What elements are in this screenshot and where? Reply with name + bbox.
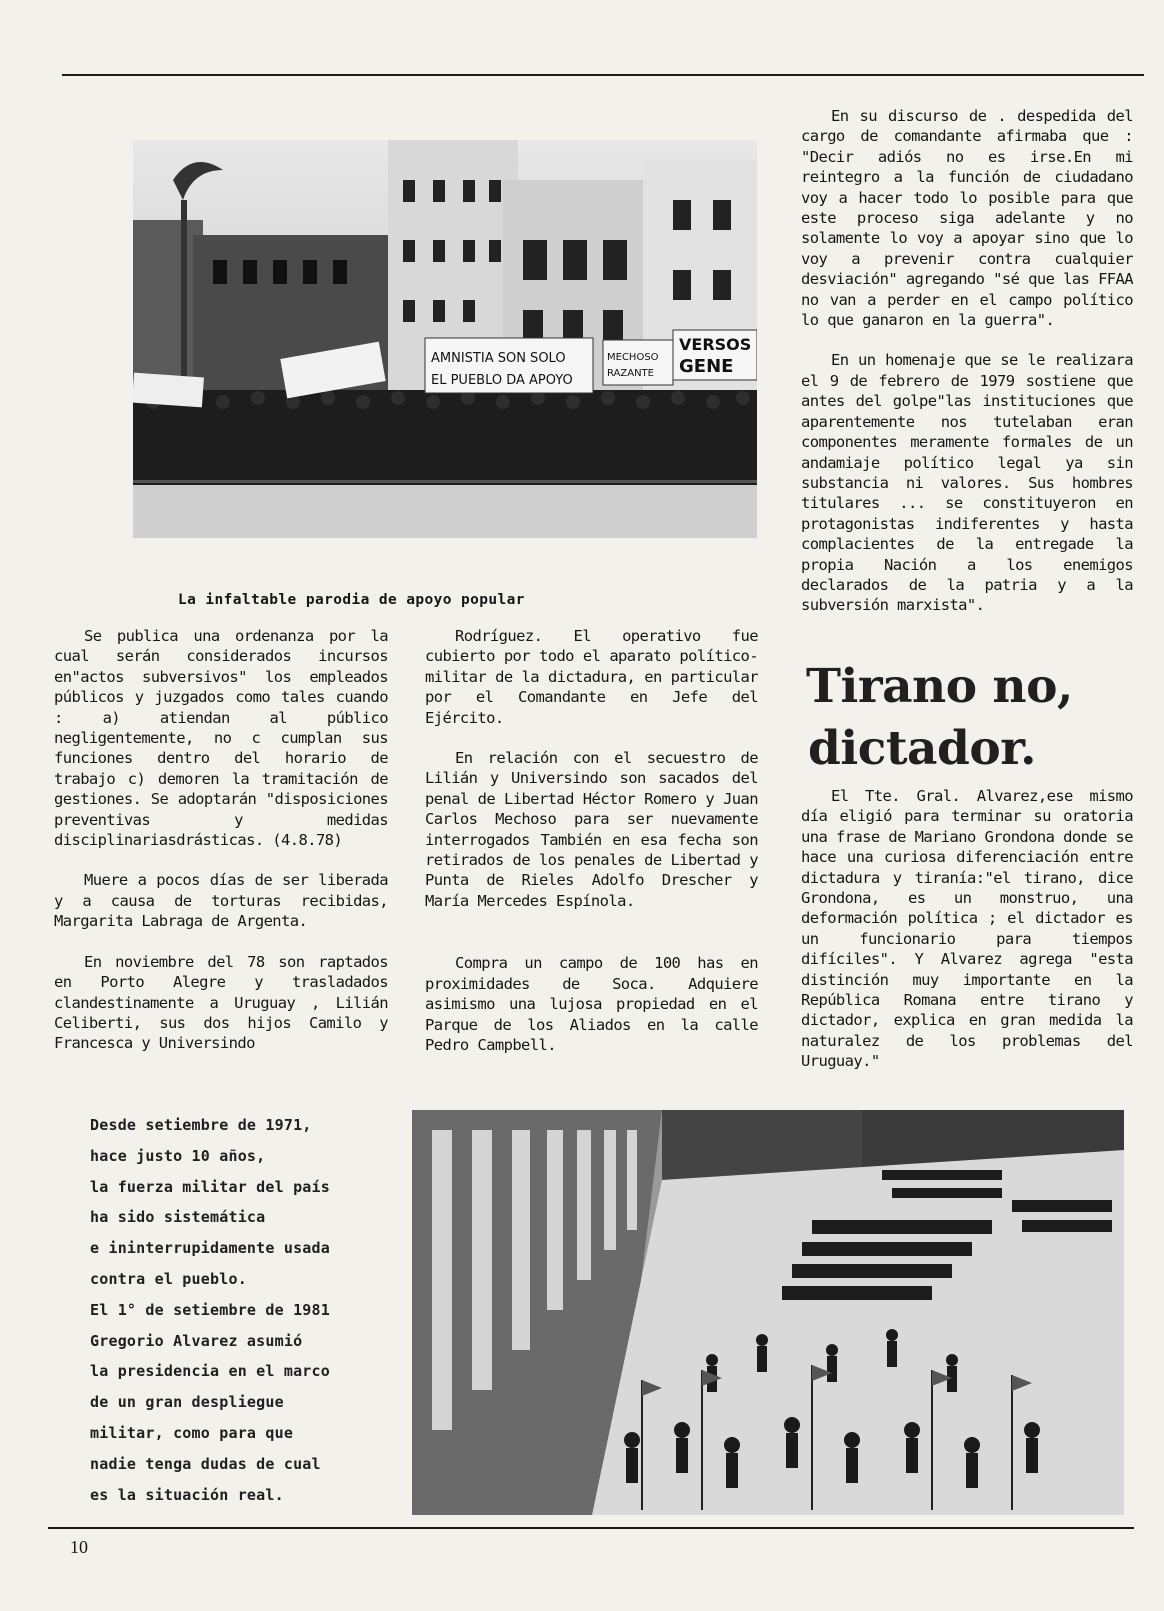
sidebar-line: es la situación real. <box>90 1485 284 1504</box>
paragraph: En un homenaje que se le realizara el 9 de febrero de 1979 sostiene que antes del golpe"las instituciones que aparentemente nos tutelaban eran componentes meramente formales de un andamiaje político legal ya sin substancia ni valores. Sus hombres titulares ... se constituyeron en protagonistas indiferentes y hasta complacientes de la entregade la propia Nación a los enemigos declarados de la patria y a la subversión marxista". <box>801 351 1133 615</box>
paragraph: En su discurso de . despedida del cargo de comandante afirmaba que : "Decir adiós no es irse.En mi reintegro a la función de ciudadano voy a hacer todo lo posible para que este proceso siga adelante y no solamente lo voy a apoyar sino que lo voy a prevenir contra cualquier desviación" agregando "sé que las FFAA no van a perder en el campo político lo que ganaron en la guerra". <box>801 107 1133 330</box>
bottom-rule <box>48 1527 1134 1529</box>
sidebar-line: la fuerza militar del país <box>90 1177 330 1196</box>
sidebar-line: Desde setiembre de 1971, <box>90 1116 312 1134</box>
headline-line-1: Tirano no, <box>806 659 1073 714</box>
paragraph: En relación con el secuestro de Lilián y Universindo son sacados del penal de Libertad Héctor Romero y Juan Carlos Mechoso para ser nuevamente interrogados También en esa fecha son retirados de los penales de Libertad y Punta de Rieles Adolfo Drescher y María Mercedes Espínola. <box>425 749 758 910</box>
column-right <box>801 106 1133 616</box>
sidebar-line: ha sido sistemática <box>90 1208 266 1227</box>
photo-caption: La infaltable parodia de apoyo popular <box>178 592 525 608</box>
column-right-lower <box>801 786 1133 1072</box>
photo-demonstration <box>133 140 757 538</box>
sidebar-line: e ininterrupidamente usada <box>90 1239 330 1258</box>
paragraph: Se publica una ordenanza por la cual serán considerados incursos en"actos subversivos" los empleados públicos y juzgados como tales cuando : a) atiendan al público negligentemente, no c cumplan sus funciones dentro del horario de trabajo c) demoren la tramitación de gestiones. Se adoptarán "disposiciones preventivas y medidas disciplinariasdrásticas. (4.8.78) <box>54 627 388 850</box>
sidebar-line: contra el pueblo. <box>90 1269 247 1288</box>
svg-text:EL PUEBLO DA APOYO: EL PUEBLO DA APOYO <box>431 373 573 388</box>
svg-text:RAZANTE: RAZANTE <box>607 368 654 379</box>
headline-line-2: dictador. <box>808 721 1037 776</box>
column-middle <box>425 626 758 1055</box>
sidebar-line: Gregorio Alvarez asumió <box>90 1331 303 1350</box>
sidebar-line: de un gran despliegue <box>90 1393 284 1412</box>
paragraph: Muere a pocos días de ser liberada y a causa de torturas recibidas, Margarita Labraga de Argenta. <box>54 871 388 931</box>
sidebar-line: nadie tenga dudas de cual <box>90 1454 321 1473</box>
paragraph: En noviembre del 78 son raptados en Porto Alegre y trasladados clandestinamente a Uruguay , Lilián Celiberti, sus dos hijos Camilo y Francesca y Universindo <box>54 952 388 1053</box>
page-number: 10 <box>70 1537 88 1557</box>
banner-1-text: AMNISTIA SON SOLO <box>431 351 566 366</box>
paragraph: Compra un campo de 100 has en proximidades de Soca. Adquiere asimismo una lujosa propiedad en el Parque de los Aliados en la calle Pedro Campbell. <box>425 954 758 1054</box>
column-left <box>54 626 388 1054</box>
headline <box>806 656 1073 780</box>
top-rule <box>62 74 1144 76</box>
paragraph: El Tte. Gral. Alvarez,ese mismo día eligió para terminar su oratoria una frase de Mariano Grondona donde se hace una curiosa diferenciación entre dictadura y tiranía:"el tirano, dice Grondona, es un monstruo, una deformación política ; el dictador es un funcionario para tiempos difíciles". Y Alvarez agrega "esta distinción muy importante en la República Romana entre tirano y dictador, explica en gran medida la naturalez de los problemas del Uruguay." <box>801 787 1133 1071</box>
sidebar-line: la presidencia en el marco <box>90 1362 330 1381</box>
photo-military-parade <box>412 1110 1124 1515</box>
paragraph: Rodríguez. El operativo fue cubierto por todo el aparato político-militar de la dictadura, en particular por el Comandante en Jefe del Ejército. <box>425 627 758 727</box>
sidebar-line: militar, como para que <box>90 1423 294 1442</box>
sidebar-line: El 1° de setiembre de 1981 <box>90 1300 330 1319</box>
svg-text:GENE: GENE <box>679 356 734 377</box>
svg-text:VERSOS: VERSOS <box>679 335 752 354</box>
sidebar-line: hace justo 10 años, <box>90 1146 266 1165</box>
svg-text:MECHOSO: MECHOSO <box>607 352 659 363</box>
photo-military-parade-image <box>412 1110 1124 1515</box>
photo-demonstration-image <box>133 140 757 538</box>
sidebar-box <box>90 1110 400 1510</box>
